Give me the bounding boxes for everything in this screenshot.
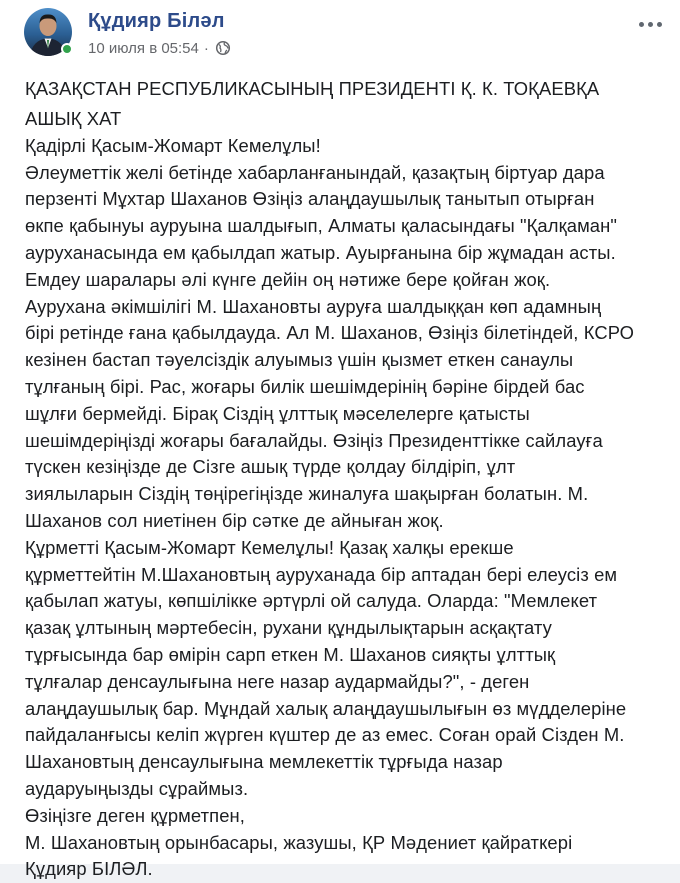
- letter-closing: Өзіңізге деген құрметпен,: [25, 804, 245, 826]
- more-dot: [657, 22, 662, 27]
- post-header: [24, 8, 668, 60]
- post-text-line: пайдаланғысы келіп жүрген күштер де аз емес. Соған орай Сізден М.: [25, 724, 625, 746]
- post-timestamp[interactable]: 10 июля в 05:54: [88, 39, 199, 57]
- more-options-icon[interactable]: [632, 14, 668, 34]
- post-text-line: ауруханасында ем қабылдап жатыр. Ауырғанына бір жұмадан асты.: [25, 241, 616, 263]
- meta-separator: ·: [203, 39, 209, 57]
- post-body: [25, 74, 665, 883]
- post-text-line: қазақ ұлтының мәртебесін, рухани құндылықтарын асқақтату: [25, 617, 552, 639]
- post-text-line: тұлғалар денсаулығына неге назар аудармайды?", - деген: [25, 670, 530, 692]
- post-text-line: тұлғаның бірі. Рас, жоғары билік шешімдерінің бәріне бірдей бас: [25, 375, 585, 397]
- post-text-line: түскен кезіңізде де Сізге ашық түрде қолдау білдіріп, ұлт: [25, 456, 516, 478]
- post-text-line: құрметтейтін М.Шахановтың ауруханада бір аптадан бері елеусіз ем: [25, 563, 618, 585]
- letter-signature-name: Құдияр БІЛӘЛ.: [25, 858, 153, 880]
- post-text-line: Құрметті Қасым-Жомарт Кемелұлы! Қазақ халқы ерекше: [25, 536, 514, 558]
- post-meta: [88, 38, 231, 58]
- post-text-line: аударуыңызды сұраймыз.: [25, 777, 249, 799]
- post-text-line: кезінен бастап тәуелсіздік алуымыз үшін қызмет еткен санаулы: [25, 349, 574, 371]
- post-text-line: бірі ретінде ғана қабылдауда. Ал М. Шаханов, Өзіңіз білетіндей, КСРО: [25, 322, 635, 344]
- post-text-line: Шахановтың денсаулығына мемлекеттік тұрғыда назар: [25, 751, 503, 773]
- post-text-line: шешімдеріңізді жоғары бағалайды. Өзіңіз Президенттікке сайлауға: [25, 429, 603, 451]
- post-text-line: Емдеу шаралары әлі күнге дейін оң нәтиже бере қойған жоқ.: [25, 268, 551, 290]
- post-text-line: Аурухана әкімшілігі М. Шахановты ауруға шалдыққан көп адамның: [25, 295, 602, 317]
- post-text-line: Шаханов сол ниетінен бір сәтке де айныған жоқ.: [25, 509, 444, 531]
- post-text-line: зиялыларын Сіздің төңірегіңізде жиналуға шақырған болатын. М.: [25, 483, 589, 505]
- post-text-line: қабылап жатуы, көпшілікке әртүрлі ой салуда. Оларда: "Мемлекет: [25, 590, 598, 612]
- letter-salutation: Қадірлі Қасым-Жомарт Кемелұлы!: [25, 134, 321, 156]
- more-dot: [639, 22, 644, 27]
- letter-signature-role: М. Шахановтың орынбасары, жазушы, ҚР Мәдениет қайраткері: [25, 831, 573, 853]
- more-dot: [648, 22, 653, 27]
- author-avatar[interactable]: [24, 8, 72, 56]
- globe-icon[interactable]: [215, 40, 231, 56]
- post-text-line: тұрғысында бар өмірін сарп еткен М. Шаханов сияқты ұлттық: [25, 643, 556, 665]
- online-status-indicator: [61, 43, 73, 55]
- post-text-line: өкпе қабынуы ауруына шалдығып, Алматы қаласындағы "Қалқаман": [25, 215, 618, 237]
- post-text-line: алаңдаушылық бар. Мұндай халық алаңдаушылығын өз мүдделеріне: [25, 697, 627, 719]
- letter-title-line: ҚАЗАҚСТАН РЕСПУБЛИКАСЫНЫҢ ПРЕЗИДЕНТІ Қ. К. ТОҚАЕВҚА: [25, 78, 600, 99]
- letter-title-line: АШЫҚ ХАТ: [25, 108, 122, 129]
- post-text-line: перзенті Мұхтар Шаханов Өзіңіз алаңдаушылық танытып отырған: [25, 188, 595, 210]
- author-name-link[interactable]: Құдияр Біләл: [88, 10, 225, 32]
- post-text-line: шұлғи бермейді. Бірақ Сіздің ұлттық мәселелерге қатысты: [25, 402, 530, 424]
- post-text-line: Әлеуметтік желі бетінде хабарланғанындай, қазақтың біртуар дара: [25, 161, 605, 183]
